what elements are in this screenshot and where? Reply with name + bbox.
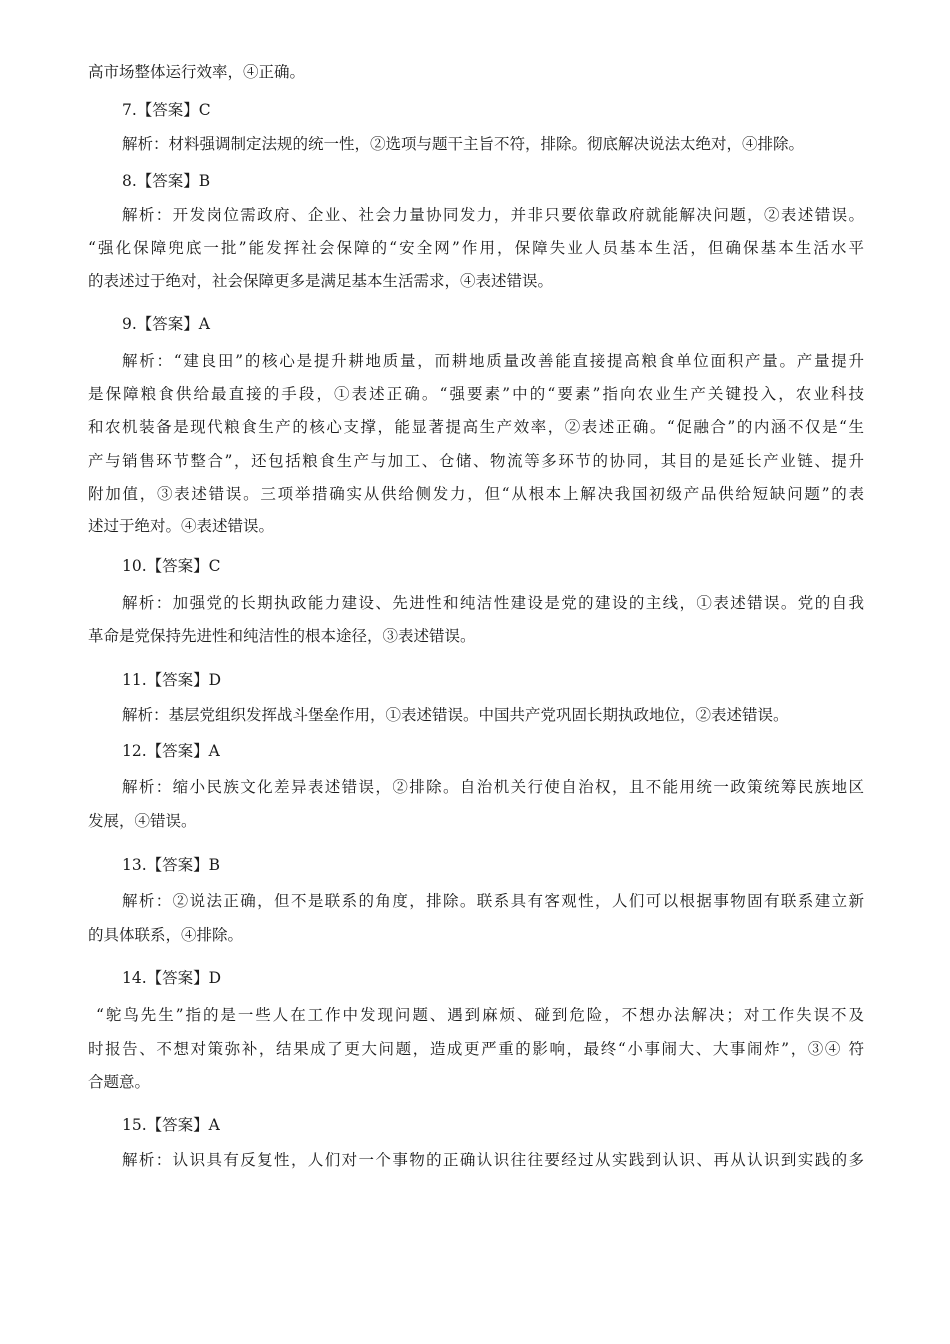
explanation-line: 解析：基层党组织发挥战斗堡垒作用，①表述错误。中国共产党巩固长期执政地位，②表述错误。: [122, 706, 789, 724]
answer-heading-14: 14.【答案】D: [122, 969, 222, 987]
answer-heading-12: 12.【答案】A: [122, 742, 220, 760]
explanation-line: 的表述过于绝对，社会保障更多是满足基本生活需求，④表述错误。: [88, 272, 554, 290]
explanation-line: 的具体联系，④排除。: [88, 926, 244, 944]
explanation-line: 时报告、不想对策弥补，结果成了更大问题，造成更严重的影响，最终“小事闹大、大事闹炸”，③④ 符: [88, 1040, 864, 1058]
answer-heading-13: 13.【答案】B: [122, 856, 221, 874]
explanation-line: 是保障粮食供给最直接的手段，①表述正确。“强要素”中的“要素”指向农业生产关键投入，农业科技: [88, 385, 864, 403]
answer-heading-9: 9.【答案】A: [122, 315, 210, 333]
explanation-line: 合题意。: [88, 1073, 151, 1091]
explanation-line: 和农机装备是现代粮食生产的核心支撑，能显著提高生产效率，②表述正确。“促融合”的内涵不仅是“生: [88, 418, 864, 436]
explanation-line: 解析：②说法正确，但不是联系的角度，排除。联系具有客观性，人们可以根据事物固有联系建立新: [122, 892, 864, 910]
explanation-line: 解析：材料强调制定法规的统一性，②选项与题干主旨不符，排除。彻底解决说法太绝对，④排除。: [122, 135, 805, 153]
explanation-line: 解析：认识具有反复性，人们对一个事物的正确认识往往要经过从实践到认识、再从认识到实践的多: [122, 1151, 864, 1169]
explanation-line: 产与销售环节整合”，还包括粮食生产与加工、仓储、物流等多环节的协同，其目的是延长产业链、提升: [88, 452, 864, 470]
explanation-line: 解析：加强党的长期执政能力建设、先进性和纯洁性建设是党的建设的主线，①表述错误。党的自我: [122, 594, 864, 612]
answer-heading-11: 11.【答案】D: [122, 671, 222, 689]
explanation-line: 解析：“建良田”的核心是提升耕地质量，而耕地质量改善能直接提高粮食单位面积产量。产量提升: [122, 352, 864, 370]
explanation-line: “鸵鸟先生”指的是一些人在工作中发现问题、遇到麻烦、碰到危险，不想办法解决；对工作失误不及: [96, 1006, 864, 1024]
explanation-line: 述过于绝对。④表述错误。: [88, 517, 275, 535]
answer-heading-15: 15.【答案】A: [122, 1116, 220, 1134]
explanation-line: 解析：缩小民族文化差异表述错误，②排除。自治机关行使自治权，且不能用统一政策统筹民族地区: [122, 778, 864, 796]
explanation-line: 发展，④错误。: [88, 812, 197, 830]
explanation-line: “强化保障兜底一批”能发挥社会保障的“安全网”作用，保障失业人员基本生活，但确保基本生活水平: [88, 239, 864, 257]
answer-heading-10: 10.【答案】C: [122, 557, 221, 575]
answer-heading-8: 8.【答案】B: [122, 172, 211, 190]
explanation-line: 革命是党保持先进性和纯洁性的根本途径，③表述错误。: [88, 627, 476, 645]
text-line: 高市场整体运行效率，④正确。: [88, 63, 306, 81]
explanation-line: 解析：开发岗位需政府、企业、社会力量协同发力，并非只要依靠政府就能解决问题，②表述错误。: [122, 206, 864, 224]
explanation-line: 附加值，③表述错误。三项举措确实从供给侧发力，但“从根本上解决我国初级产品供给短缺问题”的表: [88, 485, 864, 503]
answer-heading-7: 7.【答案】C: [122, 101, 211, 119]
